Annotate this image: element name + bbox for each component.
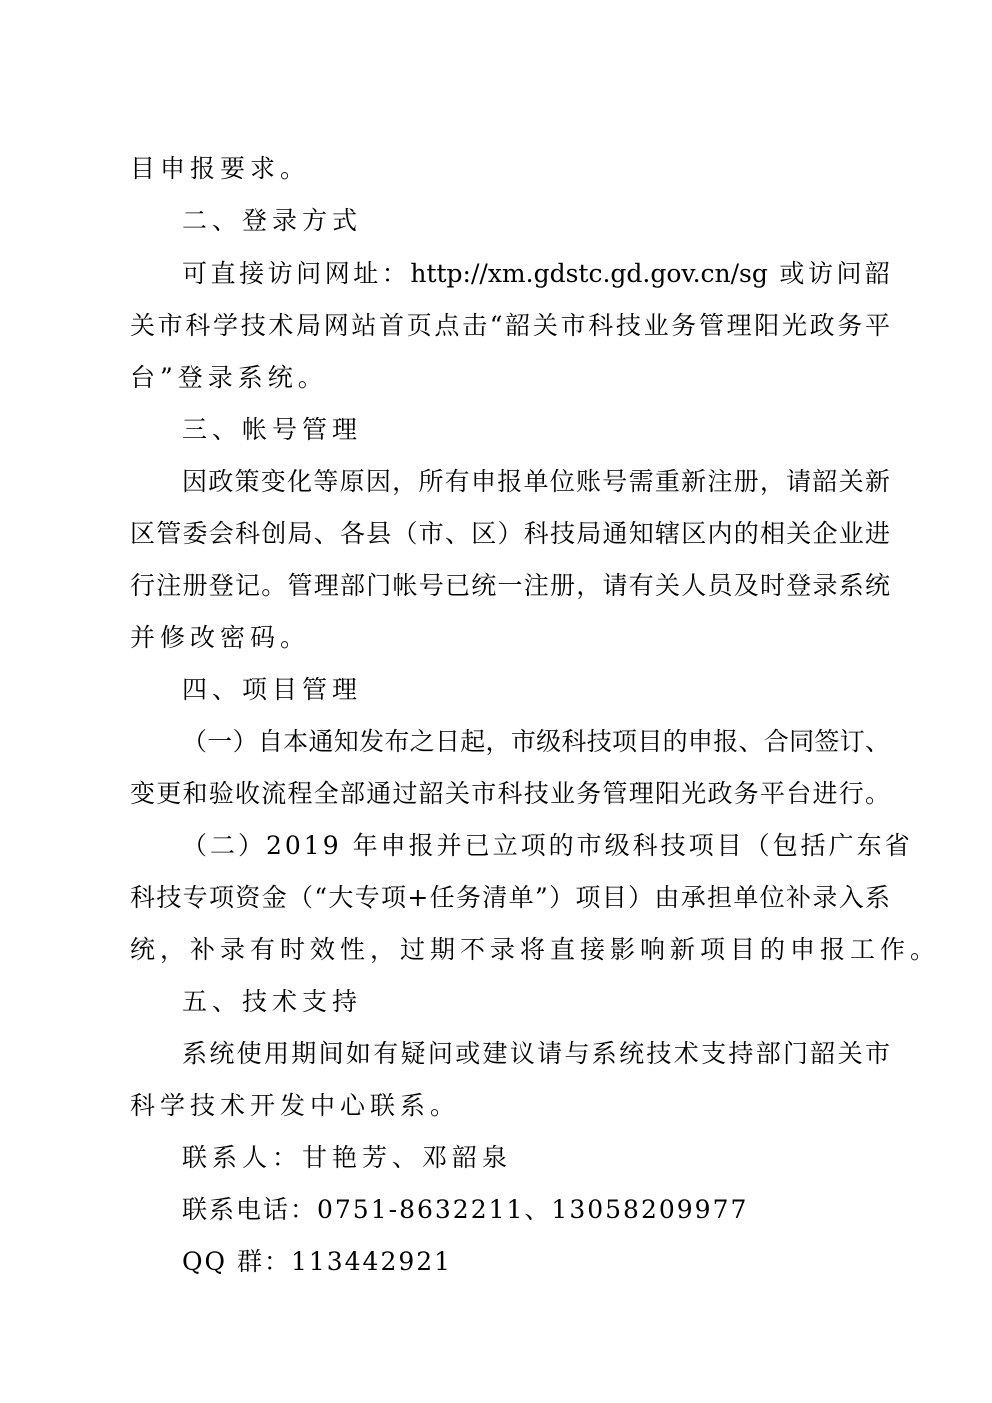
section-heading-support: 五、技术支持 (182, 987, 363, 1016)
contact-phone: 联系电话：0751-8632211、13058209977 (182, 1195, 749, 1224)
paragraph-line: 可直接访问网址：http://xm.gdstc.gd.gov.cn/sg 或访问韶 (182, 259, 890, 288)
paragraph-line: 科学技术开发中心联系。 (130, 1091, 461, 1120)
paragraph-line: 区管委会科创局、各县（市、区）科技局通知辖区内的相关企业进 (130, 519, 890, 548)
paragraph-line: 行注册登记。管理部门帐号已统一注册，请有关人员及时登录系统 (130, 571, 890, 600)
paragraph-line: （二）2019 年申报并已立项的市级科技项目（包括广东省 (182, 831, 913, 860)
paragraph-line: 台”登录系统。 (130, 363, 328, 392)
paragraph-line: （一）自本通知发布之日起，市级科技项目的申报、合同签订、 (182, 727, 890, 756)
contact-person: 联系人：甘艳芳、邓韶泉 (182, 1143, 513, 1172)
paragraph-line: 关市科学技术局网站首页点击“韶关市科技业务管理阳光政务平 (130, 311, 890, 340)
contact-qq-group: QQ 群：113442921 (182, 1247, 453, 1276)
paragraph-line: 因政策变化等原因，所有申报单位账号需重新注册，请韶关新 (182, 467, 890, 496)
paragraph-line: 并修改密码。 (130, 623, 311, 652)
section-heading-account: 三、帐号管理 (182, 415, 363, 444)
section-heading-login: 二、登录方式 (182, 206, 363, 235)
paragraph-line: 目申报要求。 (130, 154, 311, 183)
paragraph-line: 变更和验收流程全部通过韶关市科技业务管理阳光政务平台进行。 (130, 779, 890, 808)
paragraph-line: 系统使用期间如有疑问或建议请与系统技术支持部门韶关市 (182, 1039, 890, 1068)
section-heading-project: 四、项目管理 (182, 675, 363, 704)
paragraph-line: 科技专项资金（“大专项+任务清单”）项目）由承担单位补录入系 (130, 883, 890, 912)
paragraph-line: 统，补录有时效性，过期不录将直接影响新项目的申报工作。 (130, 935, 941, 964)
